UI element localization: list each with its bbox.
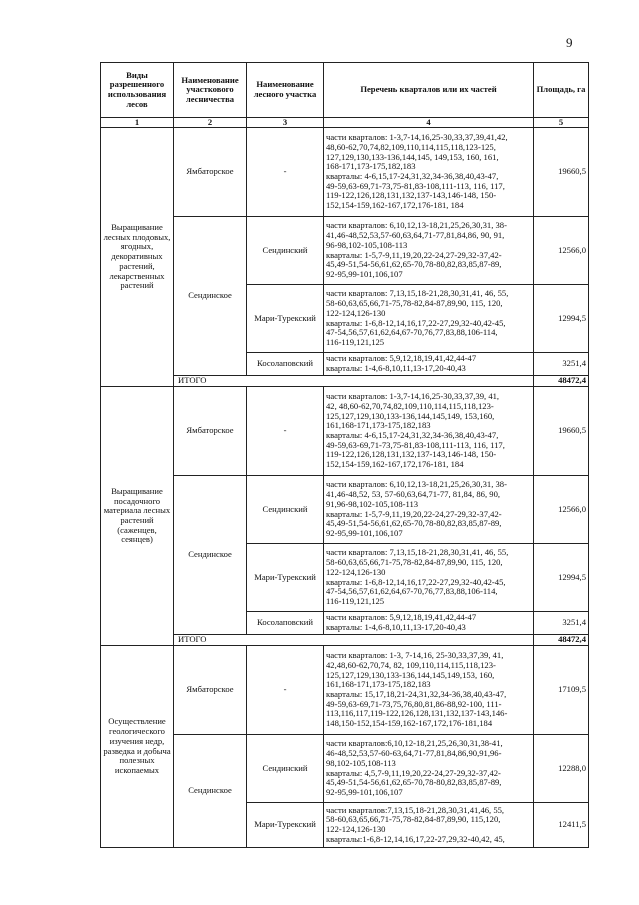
kvartaly-cell: части кварталов: 6,10,12,13-18,21,25,26,30,31, 38- 41,46-48,52, 53, 57-60,63,64,71-77, 81,84, 86, 90, 91,96-98,102-105,108-113 кварталы: 1-5,7-9,11,19,20,22-24,27-29,32-37,42- 45,49-51,54-56,61,62,65-70,78-80,82,83,85,87-89, 92-95,99-101,106,107 bbox=[324, 476, 534, 544]
uchastok-cell: - bbox=[247, 646, 324, 735]
table-row bbox=[101, 476, 589, 544]
column-number-row bbox=[101, 118, 589, 128]
header-kvartaly: Перечень кварталов или их частей bbox=[324, 63, 534, 118]
kvartaly-cell: части кварталов: 1-3, 7-14,16, 25-30,33,37,39, 41, 42,48,60-62,70,74, 82, 109,110,114,115,118,123- 125,127,129,130,133-136,144,145,149,153, 160, 161,168-171,173-175,182,183 кварталы: 15,17,18,21-24,31,32,34-36,38,40,43-47, 49-59,63-69,71-73,75,76,80,81,86-88,92-100, 111- 113,116,117,119-122,126,128,131,132,137-143,146- 148,150-152,154-159,162-167,172,176-181,184 bbox=[324, 646, 534, 735]
lesnichestvo-cell: Ямбаторское bbox=[174, 646, 247, 735]
uchastok-cell: Сендинский bbox=[247, 735, 324, 803]
area-cell: 12994,5 bbox=[534, 285, 589, 353]
lesnichestvo-cell: Сендинское bbox=[174, 476, 247, 635]
area-cell: 19660,5 bbox=[534, 128, 589, 217]
kvartaly-cell: части кварталов: 5,9,12,18,19,41,42,44-47 кварталы: 1-4,6-8,10,11,13-17,20-40,43 bbox=[324, 353, 534, 376]
area-cell: 17109,5 bbox=[534, 646, 589, 735]
col-number: 4 bbox=[324, 118, 534, 128]
area-cell: 12566,0 bbox=[534, 476, 589, 544]
table-row bbox=[101, 387, 589, 476]
header-row bbox=[101, 63, 589, 118]
area-cell: 19660,5 bbox=[534, 387, 589, 476]
total-value: 48472,4 bbox=[534, 635, 589, 646]
area-cell: 12411,5 bbox=[534, 803, 589, 848]
table-row bbox=[101, 646, 589, 735]
header-area: Площадь, га bbox=[534, 63, 589, 118]
col-number: 5 bbox=[534, 118, 589, 128]
kvartaly-cell: части кварталов: 1-3,7-14,16,25-30,33,37,39,41,42, 48,60-62,70,74,82,109,110,114,115,118,123-125, 127,129,130,133-136,144,145, 149,153, 160, 161, 168-171,173-175,182,183 кварталы: 4-6,15,17-24,31,32,34-36,38,40,43-47, 49-59,63-69,71-73,75-81,83-108,111-113, 116, 117, 119-122,126,128,131,132,137-143,146-148, 150- 152,154-159,162-167,172,176-181, 184 bbox=[324, 128, 534, 217]
area-cell: 3251,4 bbox=[534, 612, 589, 635]
kvartaly-cell: части кварталов:6,10,12-18,21,25,26,30,31,38-41, 46-48,52,53,57-60-63,64,71-77,81,84,86,90,91,96- 98,102-105,108-113 кварталы: 4,5,7-9,11,19,20,22-24,27-29,32-37,42- 45,49-51,54-56,61,62,65-70,78-80,82,83,85,87-89, 92-95,99-101,106,107 bbox=[324, 735, 534, 803]
kvartaly-cell: части кварталов: 1-3,7-14,16,25-30,33,37,39, 41, 42, 48,60-62,70,74,82,109,110,114,115,118,123- 125,127,129,130,133-136,144,145,149, 153,160, 161,168-171,173-175,182,183 кварталы: 4-6,15,17-24,31,32,34-36,38,40,43-47, 49-59,63-69,71-73,75-81,83-108,111-113, 116, 117, 119-122,126,128,131,132,137-143,146-148, 150- 152,154-159,162-167,172,176-181, 184 bbox=[324, 387, 534, 476]
uchastok-cell: Косолаповский bbox=[247, 612, 324, 635]
total-label: ИТОГО bbox=[174, 376, 534, 387]
col-number: 2 bbox=[174, 118, 247, 128]
col-number: 3 bbox=[247, 118, 324, 128]
total-label: ИТОГО bbox=[174, 635, 534, 646]
lesnichestvo-cell: Ямбаторское bbox=[174, 387, 247, 476]
uchastok-cell: Мари-Турекский bbox=[247, 285, 324, 353]
header-use: Виды разрешенного использования лесов bbox=[101, 63, 174, 118]
total-row bbox=[101, 376, 589, 387]
total-row bbox=[101, 635, 589, 646]
use-type-cell: Выращивание лесных плодовых, ягодных, декоративных растений, лекарственных растений bbox=[101, 128, 174, 387]
area-cell: 12994,5 bbox=[534, 544, 589, 612]
uchastok-cell: Мари-Турекский bbox=[247, 803, 324, 848]
total-value: 48472,4 bbox=[534, 376, 589, 387]
kvartaly-cell: части кварталов: 5,9,12,18,19,41,42,44-47 кварталы: 1-4,6-8,10,11,13-17,20-40,43 bbox=[324, 612, 534, 635]
lesnichestvo-cell: Сендинское bbox=[174, 735, 247, 848]
table-row bbox=[101, 735, 589, 803]
forest-use-table bbox=[100, 62, 589, 848]
kvartaly-cell: части кварталов: 7,13,15,18-21,28,30,31,41, 46, 55, 58-60,63,65,66,71-75,78-82,84-87,89,90, 115, 120, 122-124,126-130 кварталы: 1-6,8-12,14,16,17,22-27,29,32-40,42-45, 47-54,56,57,61,62,64,67-70,76,77,83,88,106-114, 116-119,121,125 bbox=[324, 285, 534, 353]
uchastok-cell: Сендинский bbox=[247, 476, 324, 544]
uchastok-cell: Косолаповский bbox=[247, 353, 324, 376]
area-cell: 3251,4 bbox=[534, 353, 589, 376]
uchastok-cell: - bbox=[247, 387, 324, 476]
area-cell: 12566,0 bbox=[534, 217, 589, 285]
col-number: 1 bbox=[101, 118, 174, 128]
kvartaly-cell: части кварталов: 6,10,12,13-18,21,25,26,30,31, 38- 41,46-48,52,53,57-60,63,64,71-77,81,84,86, 90, 91, 96-98,102-105,108-113 кварталы: 1-5,7-9,11,19,20,22-24,27-29,32-37,42- 45,49-51,54-56,61,62,65-70,78-80,82,83,85,87-89, 92-95,99-101,106,107 bbox=[324, 217, 534, 285]
uchastok-cell: - bbox=[247, 128, 324, 217]
use-type-cell: Осуществление геологического изучения недр, разведка и добыча полезных ископаемых bbox=[101, 646, 174, 848]
kvartaly-cell: части кварталов:7,13,15,18-21,28,30,31,41,46, 55, 58-60,63,65,66,71-75,78-82,84-87,89,90, 115,120, 122-124,126-130 кварталы:1-6,8-12,14,16,17,22-27,29,32-40,42, 45, bbox=[324, 803, 534, 848]
uchastok-cell: Сендинский bbox=[247, 217, 324, 285]
uchastok-cell: Мари-Турекский bbox=[247, 544, 324, 612]
page-number: 9 bbox=[566, 35, 573, 50]
table-row bbox=[101, 217, 589, 285]
lesnichestvo-cell: Ямбаторское bbox=[174, 128, 247, 217]
table-row bbox=[101, 128, 589, 217]
header-uchastok: Наименование лесного участка bbox=[247, 63, 324, 118]
use-type-cell: Выращивание посадочного материала лесных растений (саженцев, сеянцев) bbox=[101, 387, 174, 646]
kvartaly-cell: части кварталов: 7,13,15,18-21,28,30,31,41, 46, 55, 58-60,63,65,66,71-75,78-82,84-87,89,90, 115, 120, 122-124,126-130 кварталы: 1-6,8-12,14,16,17,22-27,29,32-40,42-45, 47-54,56,57,61,62,64,67-70,76,77,83,88,106-114, 116-119,121,125 bbox=[324, 544, 534, 612]
lesnichestvo-cell: Сендинское bbox=[174, 217, 247, 376]
header-lesnichestvo: Наименование участкового лесничества bbox=[174, 63, 247, 118]
area-cell: 12288,0 bbox=[534, 735, 589, 803]
